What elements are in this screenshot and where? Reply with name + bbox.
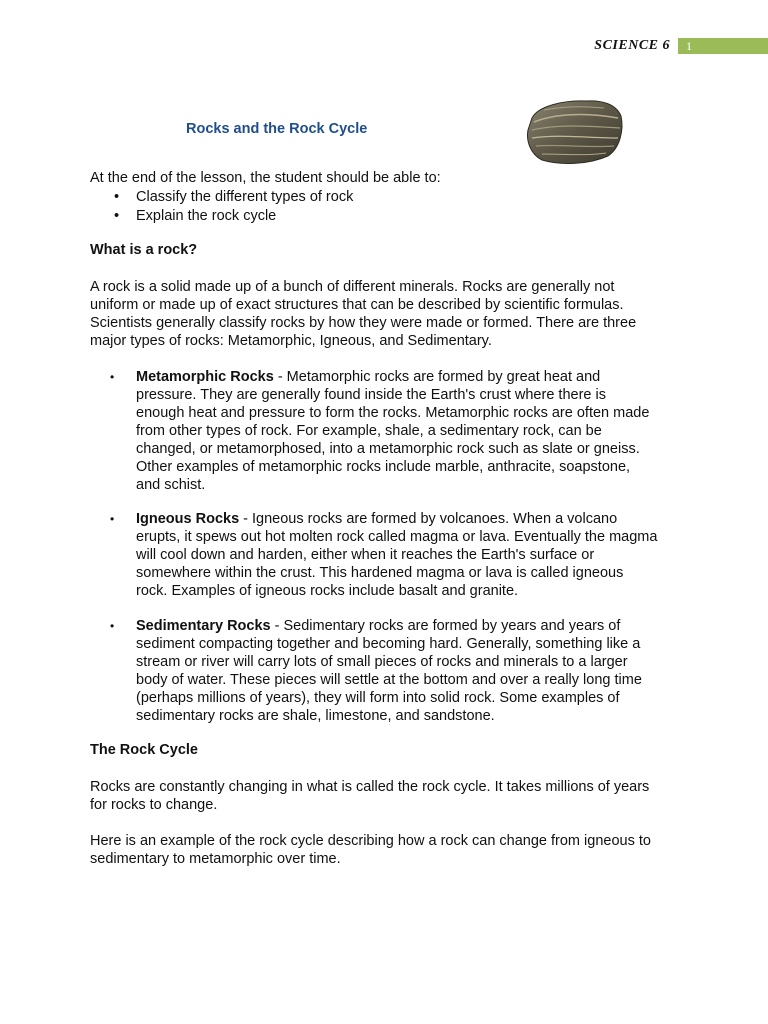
section-paragraph: Here is an example of the rock cycle describing how a rock can change from igneous to sedimentary to metamorphic over time. <box>90 833 651 867</box>
bullet-icon: • <box>114 208 120 224</box>
header-subject: SCIENCE 6 <box>594 38 670 53</box>
section-heading: What is a rock? <box>90 242 198 258</box>
bullet-icon: • <box>114 189 120 205</box>
bullet-icon: • <box>110 619 115 633</box>
section-paragraph: Rocks are constantly changing in what is called the rock cycle. It takes millions of years for rocks to change. <box>90 779 650 813</box>
page-title: Rocks and the Rock Cycle <box>186 121 368 137</box>
page-number: 1 <box>686 39 692 53</box>
rock-image <box>524 96 624 166</box>
section-paragraph: A rock is a solid made up of a bunch of different minerals. Rocks are generally not uniform or made up of exact structures that can be described by scientific formulas. Scientists generally classify rocks by how they were made or formed. There are three major types of rocks: Metamorphic, Igneous, and Sedimentary. <box>90 279 637 349</box>
bullet-icon: • <box>110 512 115 526</box>
objectives-intro: At the end of the lesson, the student should be able to: <box>90 170 441 186</box>
section-heading: The Rock Cycle <box>90 742 198 758</box>
bullet-icon: • <box>110 370 115 384</box>
